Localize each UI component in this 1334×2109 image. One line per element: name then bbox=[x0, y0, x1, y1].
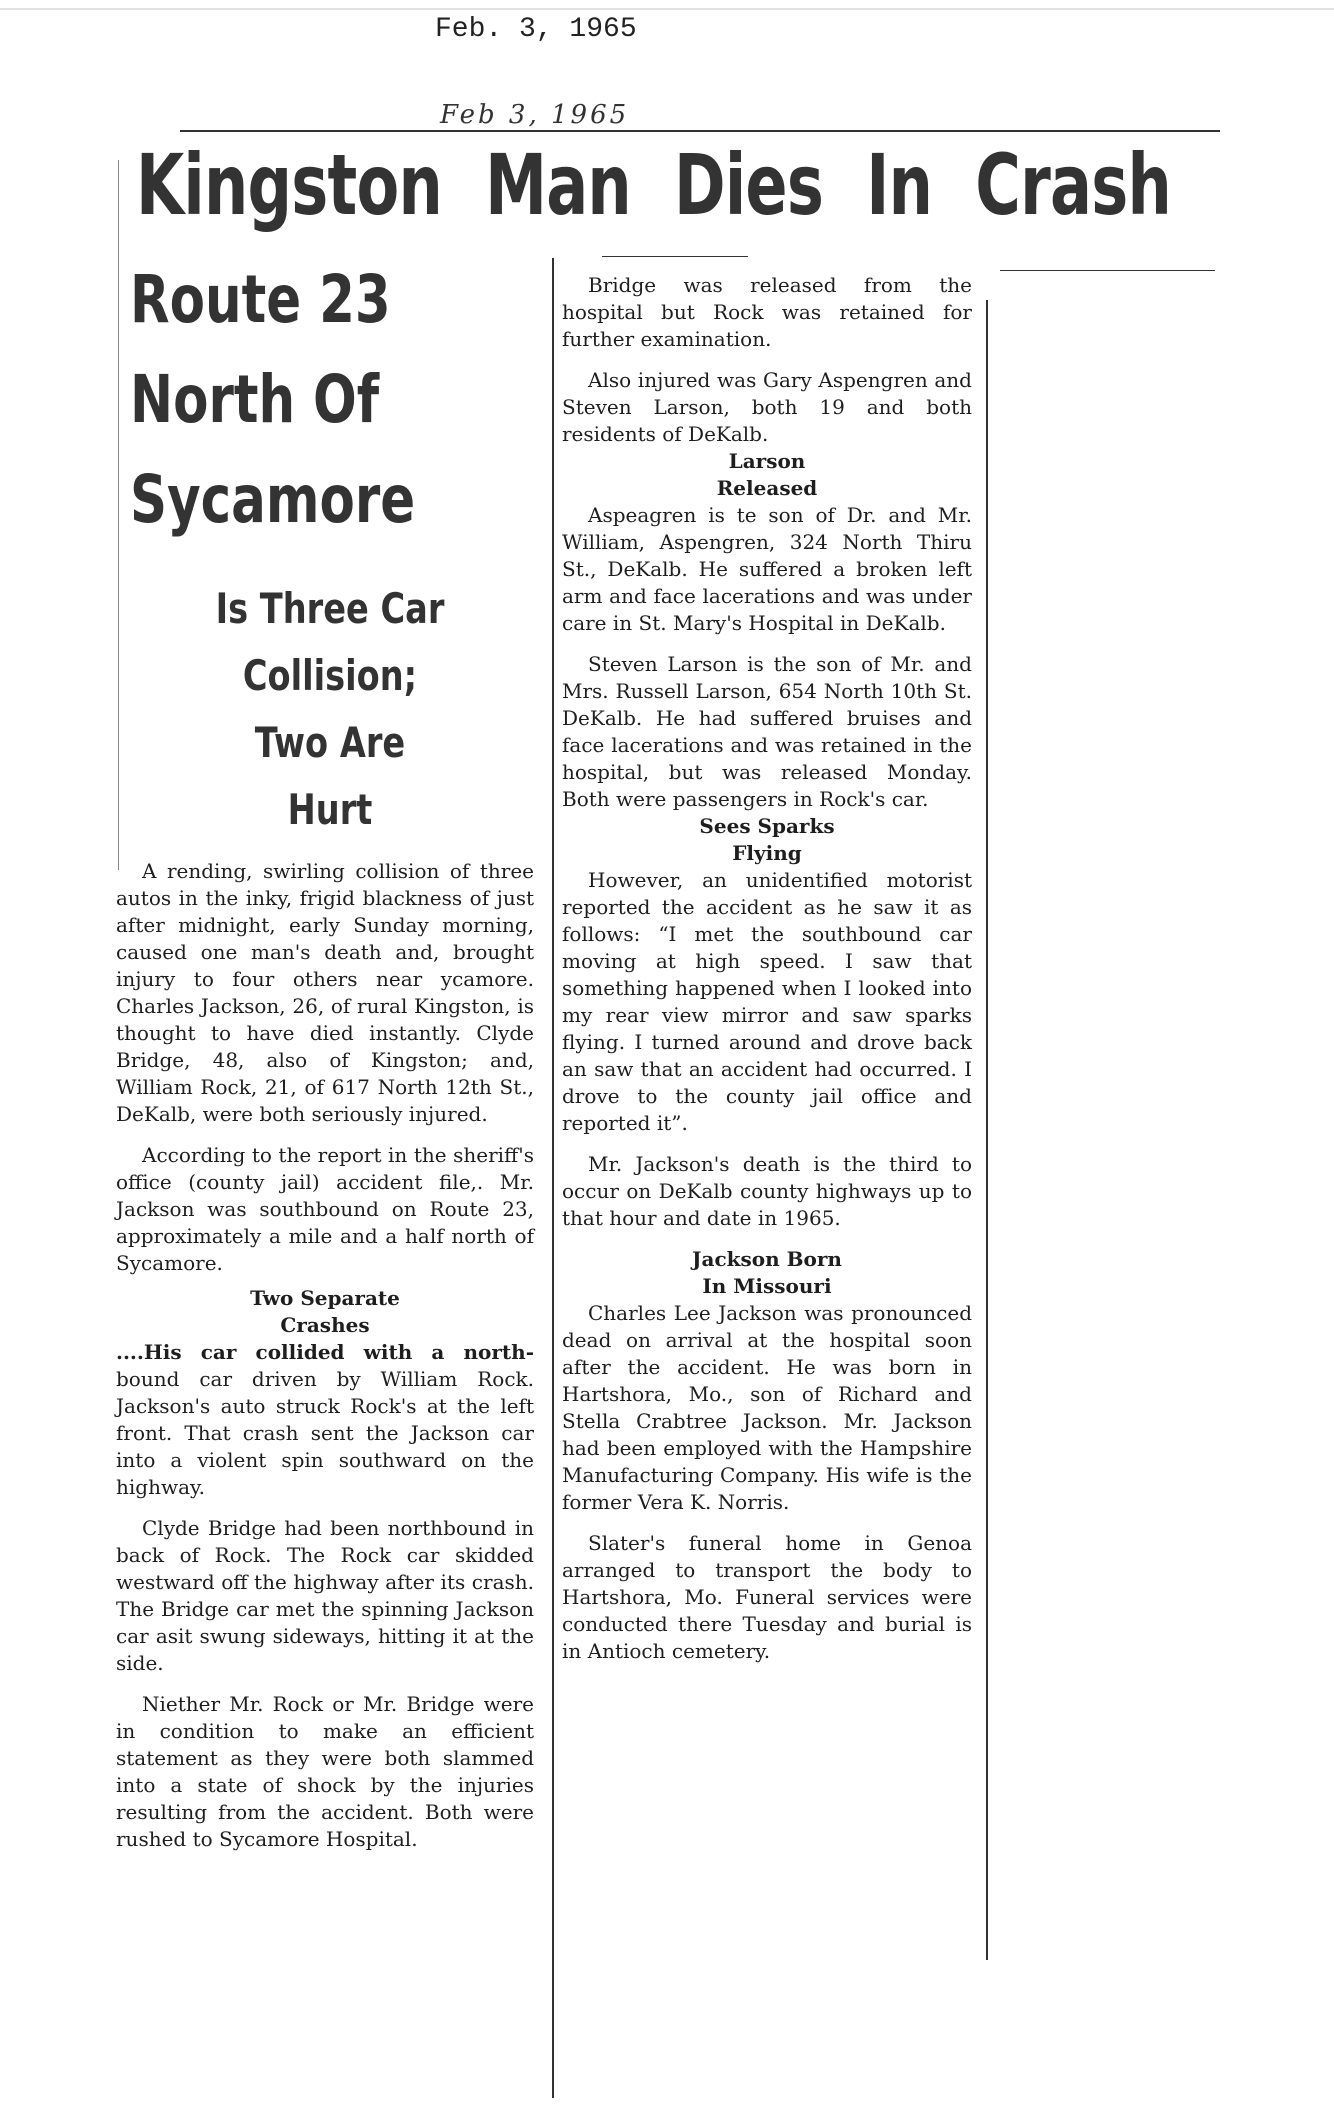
paragraph: Mr. Jackson's death is the third to occur on DeKalb county highways up to that hour and date in 1965. bbox=[562, 1152, 972, 1230]
deck-line: Sycamore bbox=[130, 461, 416, 538]
right-column bbox=[562, 272, 972, 1679]
headline-under-rule-short bbox=[602, 256, 748, 257]
deck-line: Two Are bbox=[254, 718, 406, 767]
subhead-larson-released bbox=[562, 448, 972, 502]
headline: Kingston Man Dies In Crash bbox=[136, 136, 1171, 234]
left-border bbox=[118, 160, 119, 870]
scan-top-edge bbox=[0, 8, 1334, 10]
subhead-line: In Missouri bbox=[702, 1274, 832, 1298]
paragraph-text: bound car driven by William Rock. Jackson's auto struck Rock's at the left front. That crash sent the Jackson car into a violent spin southward on the highway. bbox=[116, 1367, 534, 1499]
handwritten-date: Feb 3, 1965 bbox=[440, 100, 630, 130]
paragraph: According to the report in the sheriff's office (county jail) accident file,. Mr. Jackson was southbound on Route 23, approximately a mile and a half north of Sycamore. bbox=[116, 1143, 534, 1275]
deck-line: Collision; bbox=[242, 651, 418, 700]
subhead-line: Sees Sparks bbox=[699, 814, 835, 838]
deck-line: Hurt bbox=[287, 785, 373, 834]
paragraph: Bridge was released from the hospital but Rock was retained for further examination. bbox=[562, 273, 972, 351]
deck-secondary bbox=[186, 575, 474, 843]
paragraph: Aspeagren is te son of Dr. and Mr. William, Aspengren, 324 North Thiru St., DeKalb. He suffered a broken left arm and face lacerations and was under care in St. Mary's Hospital in DeKalb. bbox=[562, 503, 972, 635]
paragraph: Niether Mr. Rock or Mr. Bridge were in condition to make an efficient statement as they were both slammed into a state of shock by the injuries resulting from the accident. Both were rushed to Sycamore Hospital. bbox=[116, 1692, 534, 1851]
headline-under-rule-right bbox=[1000, 270, 1215, 271]
deck-line: Is Three Car bbox=[215, 584, 445, 633]
left-column bbox=[116, 858, 534, 1867]
deck-line: North Of bbox=[130, 361, 380, 438]
subhead-jackson-born bbox=[562, 1246, 972, 1300]
subhead-two-separate bbox=[116, 1285, 534, 1339]
subhead-line: Jackson Born bbox=[692, 1247, 842, 1271]
paragraph: However, an unidentified motorist reported the accident as he saw it as follows: “I met the southbound car moving at high speed. I saw that something happened when I looked into my rear view mirror and saw sparks flying. I turned around and drove back an saw that an accident had occurred. I drove to the county jail office and reported it”. bbox=[562, 868, 972, 1135]
paragraph: Steven Larson is the son of Mr. and Mrs. Russell Larson, 654 North 10th St. DeKalb. He had suffered bruises and face lacerations and was retained in the hospital, but was released Monday. Both were passengers in Rock's car. bbox=[562, 652, 972, 811]
paragraph: Slater's funeral home in Genoa arranged to transport the body to Hartshora, Mo. Funeral services were conducted there Tuesday and burial is in Antioch cemetery. bbox=[562, 1531, 972, 1663]
right-border bbox=[986, 300, 988, 1960]
deck-line: Route 23 bbox=[130, 261, 391, 338]
subhead-line: Released bbox=[716, 476, 818, 500]
subhead-line: Larson bbox=[728, 449, 806, 473]
subhead-sees-sparks bbox=[562, 813, 972, 867]
paragraph: Charles Lee Jackson was pronounced dead on arrival at the hospital soon after the accident. He was born in Hartshora, Mo., son of Richard and Stella Crabtree Jackson. Mr. Jackson had been employed with the Hampshire Manufacturing Company. His wife is the former Vera K. Norris. bbox=[562, 1301, 972, 1514]
subhead-line: Crashes bbox=[280, 1313, 370, 1337]
paragraph: A rending, swirling collision of three autos in the inky, frigid blackness of just after midnight, early Sunday morning, caused one man's death and, brought injury to four others near ycamore. Charles Jackson, 26, of rural Kingston, is thought to have died instantly. Clyde Bridge, 48, also of Kingston; and, William Rock, 21, of 617 North 12th St., DeKalb, were both seriously injured. bbox=[116, 859, 534, 1126]
typed-date: Feb. 3, 1965 bbox=[435, 14, 637, 45]
column-divider bbox=[552, 258, 554, 2098]
paragraph: Clyde Bridge had been northbound in back of Rock. The Rock car skidded westward off the highway after its crash. The Bridge car met the spinning Jackson car asit swung sideways, hitting it at the side. bbox=[116, 1516, 534, 1675]
top-rule bbox=[180, 130, 1220, 132]
deck-primary bbox=[130, 250, 442, 550]
paragraph bbox=[116, 1339, 534, 1501]
subhead-line: Two Separate bbox=[250, 1286, 400, 1310]
subhead-line: Flying bbox=[732, 841, 802, 865]
paragraph: Also injured was Gary Aspengren and Steven Larson, both 19 and both residents of DeKalb. bbox=[562, 368, 972, 446]
lead-in: ....His car collided with a north- bbox=[116, 1340, 534, 1364]
